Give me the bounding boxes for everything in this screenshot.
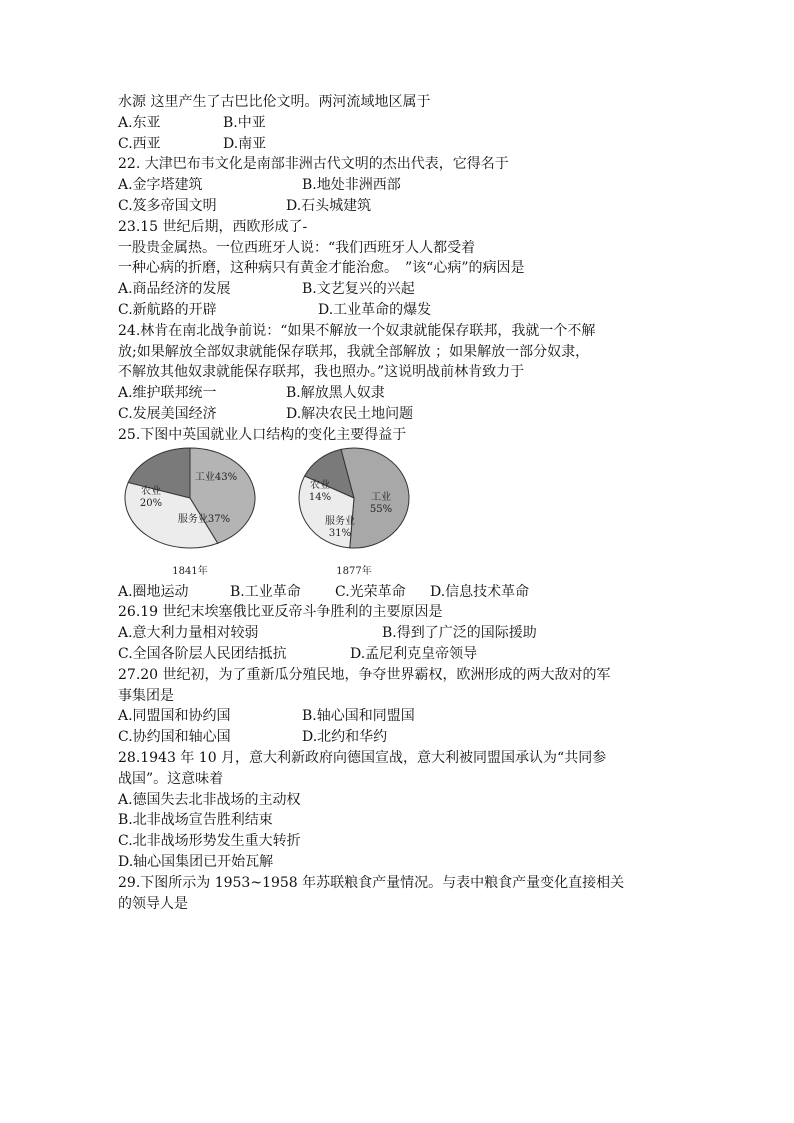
q28-option-a: A.德国失去北非战场的主动权 (118, 791, 301, 808)
q21-options-row1 (118, 113, 688, 134)
q24-stem-line1: 24.林肯在南北战争前说：“如果不解放一个奴隶就能保存联邦，我就一个不解 (118, 322, 596, 339)
q25-option-a: A.圈地运动 (118, 583, 189, 600)
q26-option-b: B.得到了广泛的国际援助 (382, 625, 537, 642)
q24-option-a: A.维护联邦统一 (118, 385, 217, 402)
q27-option-b: B.轴心国和同盟国 (302, 708, 415, 725)
q27-options-row2 (118, 727, 688, 748)
q24-option-c: C.发展美国经济 (118, 405, 217, 422)
pie-chart-1841 (125, 448, 255, 577)
q25-stem: 25.下图中英国就业人口结构的变化主要得益于 (118, 426, 407, 443)
pie-1877-label-industry: 工业 55% (369, 491, 393, 515)
q23-option-c: C.新航路的开辟 (118, 301, 217, 318)
pie-chart-1877 (299, 448, 409, 577)
pie-1841-title: 1841年 (172, 565, 208, 577)
q24-option-d: D.解决农民土地问题 (286, 405, 414, 422)
q21-option-c: C.西亚 (118, 135, 161, 152)
q26-stem: 26.19 世纪末埃塞俄比亚反帝斗争胜利的主要原因是 (118, 604, 443, 621)
exam-page (118, 92, 688, 914)
q24-options-row2 (118, 404, 688, 425)
q24-stem-line2: 放;如果解放全部奴隶就能保存联邦，我就全部解放 ；如果解放一部分奴隶， (118, 343, 590, 360)
q21-options-row2 (118, 134, 688, 155)
q28-option-d: D.轴心国集团已开始瓦解 (118, 853, 274, 870)
q27-stem-line2: 事集团是 (118, 687, 174, 704)
q28-option-c: C.北非战场形势发生重大转折 (118, 833, 301, 850)
q23-option-d: D.工业革命的爆发 (318, 301, 432, 318)
pie-1841-label-services: 服务业37% (177, 513, 231, 525)
q22-option-a: A.金字塔建筑 (118, 177, 203, 194)
pie-charts-svg (118, 446, 418, 582)
q22-options-row2 (118, 196, 688, 217)
q22-option-c: C.笈多帝国文明 (118, 197, 217, 214)
q29-stem-line1: 29.下图所示为 1953~1958 年苏联粮食产量情况。与表中粮食产量变化直接相关 (118, 874, 625, 891)
employment-pie-charts (118, 446, 688, 582)
pie-1877-label-agriculture: 农业 14% (308, 479, 332, 503)
pie-1877-title: 1877年 (336, 565, 372, 577)
q24-option-b: B.解放黑人奴隶 (286, 385, 385, 402)
q21-option-d: D.南亚 (223, 135, 267, 152)
q26-options-row1 (118, 623, 688, 644)
q22-option-d: D.石头城建筑 (286, 197, 372, 214)
q24-stem-line3: 不解放其他奴隶就能保存联邦，我也照办。”这说明战前林肯致力于 (118, 364, 525, 381)
q26-option-d: D.孟尼利克皇帝领导 (350, 645, 478, 662)
q27-option-c: C.协约国和轴心国 (118, 729, 231, 746)
pie-1841-label-agriculture: 农业 20% (139, 485, 163, 509)
q26-options-row2 (118, 644, 688, 665)
q27-stem-line1: 27.20 世纪初，为了重新瓜分殖民地，争夺世界霸权，欧洲形成的两大敌对的军 (118, 666, 611, 683)
q28-stem-line2: 战国”。这意味着 (118, 770, 224, 787)
q22-options-row1 (118, 175, 688, 196)
q26-option-c: C.全国各阶层人民团结抵抗 (118, 645, 287, 662)
q21-option-a: A.东亚 (118, 114, 161, 131)
q23-option-a: A.商品经济的发展 (118, 281, 231, 298)
q29-stem-line2: 的领导人是 (118, 895, 188, 912)
q25-option-c: C.光荣革命 (335, 583, 406, 600)
q23-stem-line2: 一股贵金属热。一位西班牙人说：“我们西班牙人人都受着 (118, 239, 476, 256)
q22-stem: 22. 大津巴布韦文化是南部非洲古代文明的杰出代表，它得名于 (118, 156, 509, 173)
q26-option-a: A.意大利力量相对较弱 (118, 625, 259, 642)
q23-options-row1 (118, 279, 688, 300)
pie-1841-label-industry: 工业43% (194, 471, 238, 483)
q27-options-row1 (118, 706, 688, 727)
q25-options-row (118, 582, 688, 603)
q25-option-b: B.工业革命 (230, 583, 301, 600)
q22-option-b: B.地处非洲西部 (302, 177, 401, 194)
q27-option-d: D.北约和华约 (302, 729, 388, 746)
q28-option-b: B.北非战场宣告胜利结束 (118, 812, 273, 829)
q21-option-b: B.中亚 (223, 114, 266, 131)
q25-option-d: D.信息技术革命 (430, 583, 530, 600)
q23-options-row2 (118, 300, 688, 321)
q23-option-b: B.文艺复兴的兴起 (302, 281, 415, 298)
q23-stem-line3: 一种心病的折磨，这种病只有黄金才能治愈。 ”该“心病”的病因是 (118, 260, 525, 277)
q28-stem-line1: 28.1943 年 10 月，意大利新政府向德国宣战，意大利被同盟国承认为“共同参 (118, 749, 607, 766)
q27-option-a: A.同盟国和协约国 (118, 708, 231, 725)
q23-stem-line1: 23.15 世纪后期，西欧形成了- (118, 218, 308, 235)
q24-options-row1 (118, 383, 688, 404)
pie-1877-label-services: 服务业 31% (325, 515, 355, 539)
q21-stem: 水源 这里产生了古巴比伦文明。两河流域地区属于 (118, 94, 431, 110)
